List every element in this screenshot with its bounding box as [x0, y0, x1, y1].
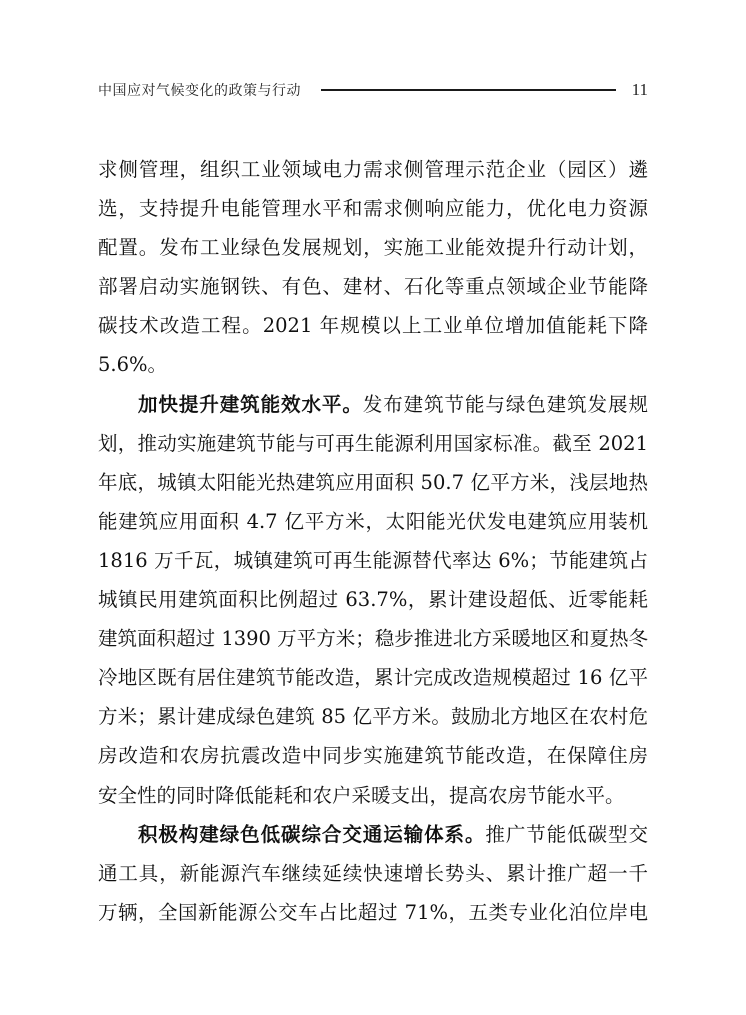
paragraph-heading: 加快提升建筑能效水平。: [138, 392, 363, 416]
text-line: 5.6%。: [98, 353, 168, 377]
text-line: [98, 385, 648, 424]
text-line: 部署启动实施钢铁、有色、建材、石化等重点领域企业节能降: [98, 275, 648, 299]
text-line: 建筑面积超过 1390 万平方米；稳步推进北方采暖地区和夏热冬: [98, 627, 648, 651]
text-line: 城镇民用建筑面积比例超过 63.7%，累计建设超低、近零能耗: [98, 588, 648, 612]
text-line: 方米；累计建成绿色建筑 85 亿平方米。鼓励北方地区在农村危: [98, 705, 648, 729]
text-run: 发布建筑节能与绿色建筑发展规: [362, 392, 648, 416]
text-line: 碳技术改造工程。2021 年规模以上工业单位增加值能耗下降: [98, 314, 648, 338]
text-line: 通工具，新能源汽车继续延续快速增长势头、累计推广超一千: [98, 861, 648, 885]
text-line: [98, 815, 648, 854]
text-line: 选，支持提升电能管理水平和需求侧响应能力，优化电力资源: [98, 197, 648, 221]
page-body: [98, 150, 648, 932]
text-line: 划，推动实施建筑节能与可再生能源利用国家标准。截至 2021: [98, 431, 648, 455]
text-run: 推广节能低碳型交: [485, 822, 648, 846]
paragraph: [98, 150, 648, 385]
text-line: 冷地区既有居住建筑节能改造，累计完成改造规模超过 16 亿平: [98, 666, 648, 690]
text-line: 求侧管理，组织工业领域电力需求侧管理示范企业（园区）遴: [98, 158, 648, 181]
header-rule: [321, 89, 616, 91]
text-line: 配置。发布工业绿色发展规划，实施工业能效提升行动计划，: [98, 236, 648, 260]
header-title: 中国应对气候变化的政策与行动: [98, 83, 301, 99]
paragraph-heading: 积极构建绿色低碳综合交通运输体系。: [138, 822, 486, 846]
paragraph: [98, 385, 648, 815]
text-line: 安全性的同时降低能耗和农户采暖支出，提高农房节能水平。: [98, 783, 625, 807]
paragraph: [98, 815, 648, 932]
text-line: 房改造和农房抗震改造中同步实施建筑节能改造，在保障住房: [98, 744, 648, 768]
text-line: 万辆，全国新能源公交车占比超过 71%，五类专业化泊位岸电: [98, 900, 648, 924]
text-line: 1816 万千瓦，城镇建筑可再生能源替代率达 6%；节能建筑占: [98, 548, 648, 572]
text-line: 能建筑应用面积 4.7 亿平方米，太阳能光伏发电建筑应用装机: [98, 509, 648, 533]
text-line: 年底，城镇太阳能光热建筑应用面积 50.7 亿平方米，浅层地热: [98, 470, 648, 494]
page-number: 11: [631, 80, 648, 99]
running-header: [98, 78, 648, 102]
